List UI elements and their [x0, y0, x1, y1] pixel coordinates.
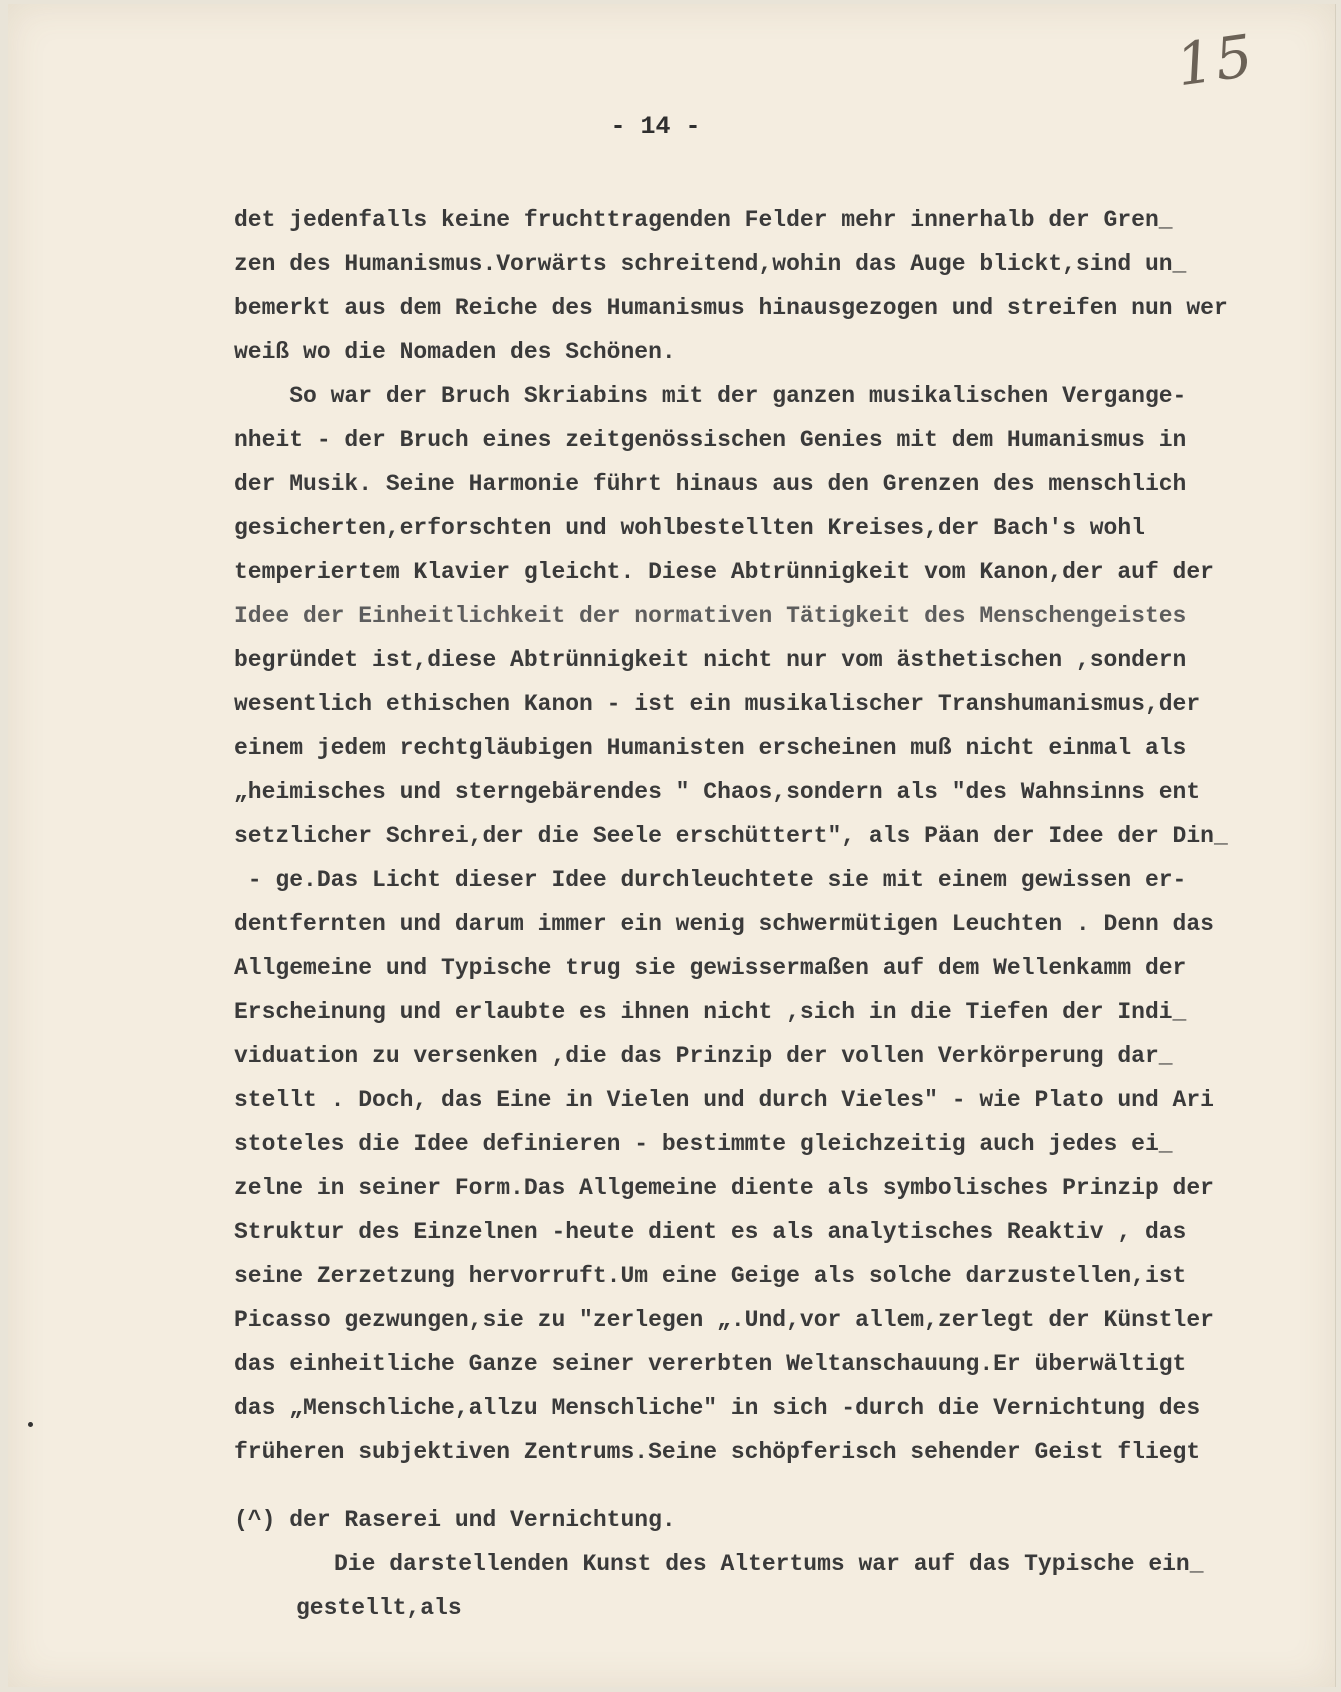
page-number: - 14 - — [610, 112, 701, 141]
text-line: bemerkt aus dem Reiche des Humanismus hinausgezogen und streifen nun wer — [234, 295, 1228, 321]
text-line: det jedenfalls keine fruchttragenden Felder mehr innerhalb der Gren_ — [234, 207, 1173, 233]
text-line: zen des Humanismus.Vorwärts schreitend,wohin das Auge blickt,sind un_ — [234, 251, 1187, 277]
text-line: Picasso gezwungen,sie zu "zerlegen „.Und,vor allem,zerlegt der Künstler — [234, 1307, 1214, 1333]
text-line: temperiertem Klavier gleicht. Diese Abtrünnigkeit vom Kanon,der auf der — [234, 559, 1214, 585]
continuation-line: gestellt,als — [296, 1595, 462, 1621]
text-line: das einheitliche Ganze seiner vererbten Weltanschauung.Er überwältigt — [234, 1351, 1187, 1377]
text-line: dentfernten und darum immer ein wenig schwermütigen Leuchten . Denn das — [234, 911, 1214, 937]
margin-dot — [28, 1422, 33, 1427]
footnote-block — [234, 1498, 1314, 1630]
text-line: - ge.Das Licht dieser Idee durchleuchtete sie mit einem gewissen er- — [234, 867, 1187, 893]
text-line: das „Menschliche,allzu Menschliche" in sich -durch die Vernichtung des — [234, 1395, 1201, 1421]
text-line: begründet ist,diese Abtrünnigkeit nicht nur vom ästhetischen ,sondern — [234, 647, 1187, 673]
text-line: Struktur des Einzelnen -heute dient es als analytisches Reaktiv , das — [234, 1219, 1187, 1245]
text-line: Idee der Einheitlichkeit der normativen Tätigkeit des Menschengeistes — [234, 603, 1187, 629]
text-line: wesentlich ethischen Kanon - ist ein musikalischer Transhumanismus,der — [234, 691, 1201, 717]
text-line: So war der Bruch Skriabins mit der ganzen musikalischen Vergange- — [234, 383, 1187, 409]
text-line: gesicherten,erforschten und wohlbestellten Kreises,der Bach's wohl — [234, 515, 1145, 541]
text-line: viduation zu versenken ,die das Prinzip der vollen Verkörperung dar_ — [234, 1043, 1173, 1069]
text-line: „heimisches und sterngebärendes " Chaos,sondern als "des Wahnsinns ent — [234, 779, 1201, 805]
text-line: früheren subjektiven Zentrums.Seine schöpferisch sehender Geist fliegt — [234, 1439, 1201, 1465]
text-line: weiß wo die Nomaden des Schönen. — [234, 339, 676, 365]
text-line: zelne in seiner Form.Das Allgemeine diente als symbolisches Prinzip der — [234, 1175, 1214, 1201]
text-line: stellt . Doch, das Eine in Vielen und durch Vieles" - wie Plato und Ari — [234, 1087, 1214, 1113]
text-line: seine Zerzetzung hervorruft.Um eine Geige als solche darzustellen,ist — [234, 1263, 1187, 1289]
text-line: Erscheinung und erlaubte es ihnen nicht ,sich in die Tiefen der Indi_ — [234, 999, 1187, 1025]
text-line: setzlicher Schrei,der die Seele erschüttert", als Päan der Idee der Din_ — [234, 823, 1228, 849]
continuation-line: Die darstellenden Kunst des Altertums war auf das Typische ein_ — [334, 1551, 1204, 1577]
text-line: der Musik. Seine Harmonie führt hinaus aus den Grenzen des menschlich — [234, 471, 1187, 497]
text-line: stoteles die Idee definieren - bestimmte gleichzeitig auch jedes ei_ — [234, 1131, 1173, 1157]
text-line: nheit - der Bruch eines zeitgenössischen Genies mit dem Humanismus in — [234, 427, 1187, 453]
handwritten-folio-number: 15 — [1172, 21, 1259, 100]
text-line: einem jedem rechtgläubigen Humanisten erscheinen muß nicht einmal als — [234, 735, 1187, 761]
body-text — [234, 198, 1314, 1474]
text-line: Allgemeine und Typische trug sie gewissermaßen auf dem Wellenkamm der — [234, 955, 1187, 981]
footnote: (^) der Raserei und Vernichtung. — [234, 1507, 676, 1533]
